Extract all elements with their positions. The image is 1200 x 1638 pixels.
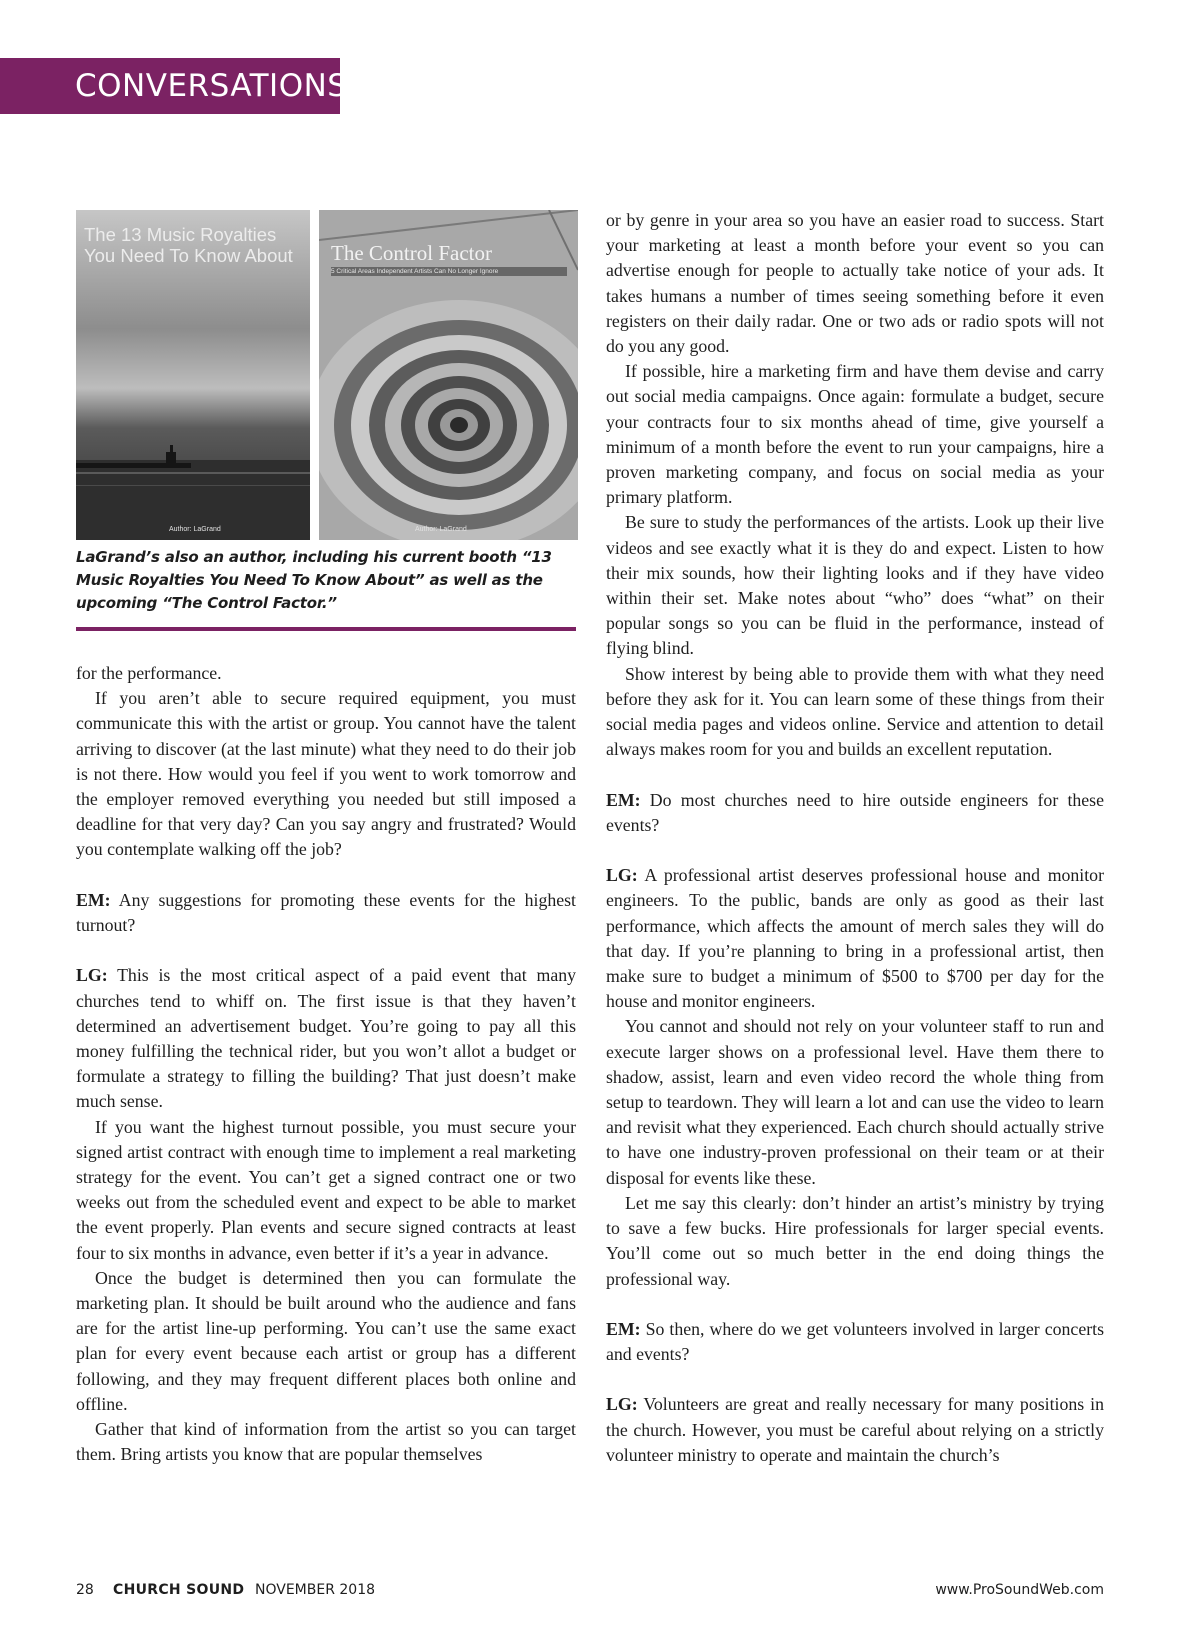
website-url: www.ProSoundWeb.com [935, 1582, 1104, 1598]
book2-title: The Control Factor [331, 241, 492, 265]
article-column-left [76, 661, 576, 1467]
paragraph-text: So then, where do we get volunteers involved in larger concerts and events? [606, 1318, 1104, 1365]
article-paragraph [76, 686, 576, 862]
paragraph-text: Do most churches need to hire outside engineers for these events? [606, 789, 1104, 835]
book2-subtitle: 5 Critical Areas Independent Artists Can No Longer Ignore [331, 267, 567, 276]
book2-author: Author: LaGrand [415, 526, 467, 533]
magazine-name: CHURCH SOUND [113, 1582, 245, 1598]
paragraph-text: Any suggestions for promoting these events for the highest turnout? [76, 889, 576, 936]
article-paragraph [76, 888, 576, 938]
article-paragraph [606, 788, 1104, 838]
paragraph-text: If you want the highest turnout possible, you must secure your signed artist contract with enough time to implement a real marketing strategy for the event. You can’t get a signed contract one or two weeks out from the scheduled event and expect to be able to market the event properly. Plan events and secure signed contracts at least four to six months in advance, even better if it’s a year in advance. [76, 1116, 576, 1263]
article-paragraph [606, 1014, 1104, 1190]
speaker-label: LG: [606, 865, 638, 886]
article-column-right [606, 208, 1104, 1468]
paragraph-text: Let me say this clearly: don’t hinder an artist’s ministry by trying to save a few bucks. Hire professionals for larger special events. You’ll come out so much better in the end doing things the professional way. [606, 1192, 1104, 1289]
book1-author: Author: LaGrand [169, 526, 221, 533]
issue-date: NOVEMBER 2018 [255, 1582, 376, 1598]
book-cover-royalties [76, 210, 310, 540]
paragraph-text: You cannot and should not rely on your volunteer staff to run and execute larger shows on a professional level. Have them there to shadow, assist, learn and even video record the whole thing from setup to teardown. They will learn a lot and can use the video to learn and revisit what they experienced. Each church should actually strive to have one industry-proven professional on their team or at their disposal for events like these. [606, 1016, 1104, 1188]
speaker-label: EM: [76, 889, 111, 910]
paragraph-text: or by genre in your area so you have an easier road to success. Start your marketing at least a month before your event so you can advertise enough for people to actually take notice of your ads. It takes humans a number of times seeing something before it even registers on their daily radar. One or two ads or radio spots will not do you any good. [606, 210, 1104, 357]
paragraph-text: Gather that kind of information from the artist so you can target them. Bring artists you know that are popular themselves [76, 1419, 576, 1465]
paragraph-text: Be sure to study the performances of the artists. Look up their live videos and see exactly what it is they do and expect. Listen to how their mix sounds, how their lighting looks and if they have video within their set. Make notes about “who” does “what” on their popular songs so you can be fluid in the performance, instead of flying blind. [606, 512, 1104, 659]
article-paragraph [606, 662, 1104, 763]
article-paragraph [606, 208, 1104, 359]
article-paragraph [76, 963, 576, 1114]
article-paragraph [606, 1191, 1104, 1292]
paragraph-text: A professional artist deserves professional house and monitor engineers. To the public, bands are only as good as their last performance, which affects the amount of merch sales they will do that day. If you’re planning to bring in a professional artist, then make sure to budget a minimum of $500 to $700 per day for the house and monitor engineers. [606, 865, 1104, 1012]
article-paragraph [76, 1417, 576, 1467]
article-paragraph [76, 1266, 576, 1417]
paragraph-text: Volunteers are great and really necessary for many positions in the church. However, you must be careful about relying on a strictly volunteer ministry to operate and maintain the church’s [606, 1394, 1104, 1465]
article-paragraph [606, 359, 1104, 510]
paragraph-text: Show interest by being able to provide them with what they need before they ask for it. You can learn some of these things from their social media pages and videos online. Service and attention to detail always makes room for you and builds an excellent reputation. [606, 663, 1104, 760]
paragraph-text: This is the most critical aspect of a paid event that many churches tend to whiff on. The first issue is that they haven’t determined an advertisement budget. You’re going to pay all this money fulfilling the technical rider, but you won’t allot a budget or formulate a strategy to filling the building? That just doesn’t make much sense. [76, 965, 576, 1112]
paragraph-text: If you aren’t able to secure required equipment, you must communicate this with the artist or group. You cannot have the talent arriving to discover (at the last minute) what they need to do their job is not there. How would you feel if you went to work tomorrow and the employer removed everything you needed but still imposed a deadline for that very day? Can you say angry and frustrated? Would you contemplate walking off the job? [76, 688, 576, 860]
book-cover-control-factor [319, 210, 578, 540]
page-number: 28 [76, 1582, 94, 1598]
paragraph-text: for the performance. [76, 663, 222, 683]
paragraph-text: Once the budget is determined then you can formulate the marketing plan. It should be built around who the audience and fans are for the artist line-up performing. You can’t use the same exact plan for every event because each artist or group has a different following, and they may frequent different places both online and offline. [76, 1267, 576, 1414]
paragraph-text: If possible, hire a marketing firm and have them devise and carry out social media campaigns. Once again: formulate a budget, secure your contracts four to six months ahead of time, give yourself a minimum of a month before the event to run your campaigns, hire a proven marketing company, and focus on social media as your primary platform. [606, 361, 1104, 508]
section-banner [0, 58, 348, 114]
caption-divider [76, 627, 576, 631]
photo-caption: LaGrand’s also an author, including his current booth “13 Music Royalties You Need To Know About” as well as the upcoming “The Control Factor.” [76, 548, 552, 612]
article-paragraph [76, 1115, 576, 1266]
speaker-label: EM: [606, 1318, 641, 1339]
speaker-label: LG: [76, 965, 108, 986]
article-paragraph [606, 1392, 1104, 1468]
article-paragraph [606, 863, 1104, 1014]
book1-title: The 13 Music Royalties You Need To Know About [84, 224, 293, 266]
article-paragraph [606, 1317, 1104, 1367]
article-paragraph [606, 510, 1104, 661]
section-label: CONVERSATIONS [75, 68, 348, 104]
speaker-label: LG: [606, 1394, 638, 1415]
book-covers-photo [76, 210, 578, 540]
speaker-label: EM: [606, 789, 641, 810]
article-paragraph [76, 661, 576, 686]
